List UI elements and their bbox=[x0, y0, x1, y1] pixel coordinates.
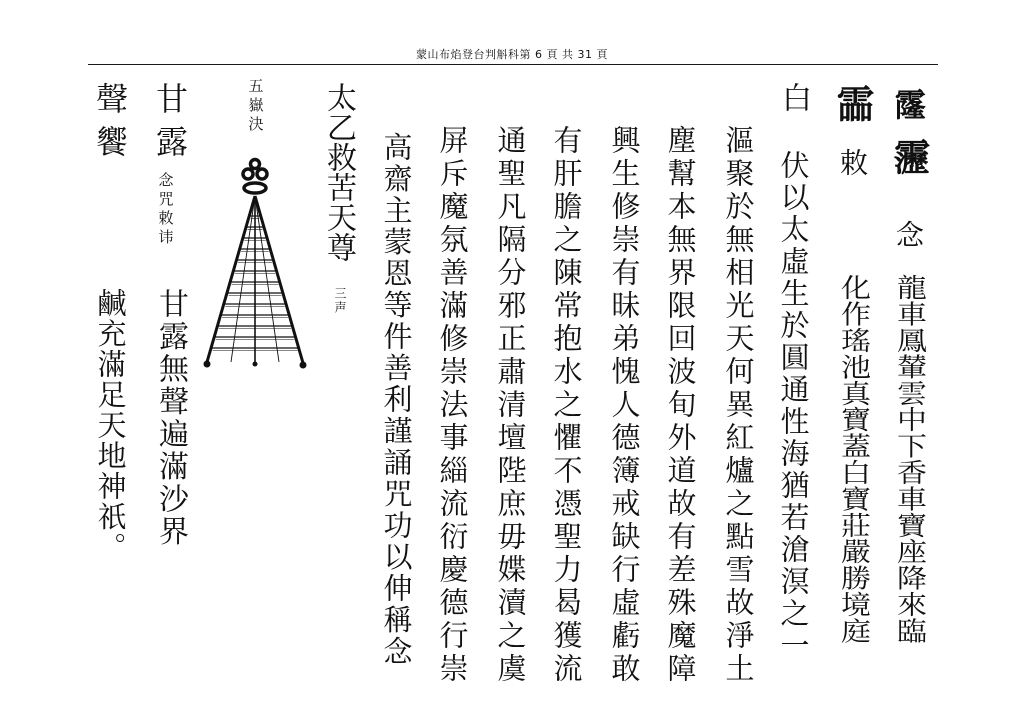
shengxiang-verse: 鹹充滿足天地神祇。 bbox=[93, 288, 128, 563]
deity-name: 太乙救苦天尊 bbox=[321, 82, 356, 262]
knot-symbol-icon bbox=[243, 160, 267, 194]
ganlu-verse: 甘露無聲遍滿沙界 bbox=[153, 288, 188, 548]
invocation-verse-2: 化作瑤池真寶蓋白寶莊嚴勝境庭 bbox=[835, 274, 870, 644]
nian-marker: 念 bbox=[892, 220, 925, 248]
knot-base bbox=[244, 183, 266, 193]
tower-base-dots bbox=[204, 361, 307, 369]
chi-marker: 敕 bbox=[836, 148, 869, 176]
knot-loop bbox=[243, 169, 253, 179]
body-column-7: 屏斥魔氛善滿修崇法事緇流衍慶德行崇 bbox=[435, 125, 470, 686]
bai-marker: 白 bbox=[776, 82, 811, 112]
tower-foot-dot bbox=[204, 361, 211, 368]
body-column-2: 漚聚於無相光天何異紅爐之點雪故淨土 bbox=[721, 125, 756, 686]
tower-right-edge bbox=[255, 196, 303, 363]
tower-frame bbox=[207, 196, 303, 363]
invocation-verse-1: 龍車鳳輦雲中下香車寶座降來臨 bbox=[891, 274, 926, 644]
header-rule bbox=[88, 64, 938, 65]
body-column-3: 塵幫本無界限回波旬外道故有差殊魔障 bbox=[663, 125, 698, 686]
tower-foot-dot bbox=[253, 362, 258, 367]
ganlu-heading: 甘露 bbox=[151, 82, 189, 168]
page-header-title: 蒙山布焰登台判斛科第 6 頁 共 31 頁 bbox=[416, 48, 608, 61]
talisman-character-b: 靋 bbox=[887, 138, 931, 175]
body-column-1: 伏以太虛生於圓通性海猶若滄溟之一 bbox=[776, 150, 811, 662]
diagram-label: 五嶽決 bbox=[246, 78, 265, 135]
body-column-5: 有肝膽之陳常抱水之懼不憑聖力曷獲流 bbox=[549, 125, 584, 686]
shengxiang-heading: 聲饗 bbox=[91, 82, 129, 168]
talisman-character-c: 霝 bbox=[830, 84, 875, 122]
body-column-8: 高齋主蒙恩等件善利謹誦咒功以伸稱念 bbox=[379, 132, 414, 668]
body-column-4: 興生修崇有昧弟愧人德簿戒缺行虛虧敢 bbox=[607, 125, 642, 686]
talisman-character-a: 霳 bbox=[889, 88, 927, 120]
deity-repeat-note: 三声 bbox=[333, 287, 347, 315]
knot-loop bbox=[251, 160, 260, 169]
knot-loop bbox=[257, 169, 267, 179]
ganlu-note: 念咒敕讳 bbox=[156, 172, 175, 248]
tower-foot-dot bbox=[300, 362, 307, 369]
pagoda-tower-talisman-icon bbox=[195, 150, 315, 375]
body-column-6: 通聖凡隔分邪正肅清壇陛庶毋媟瀆之虞 bbox=[493, 125, 528, 686]
